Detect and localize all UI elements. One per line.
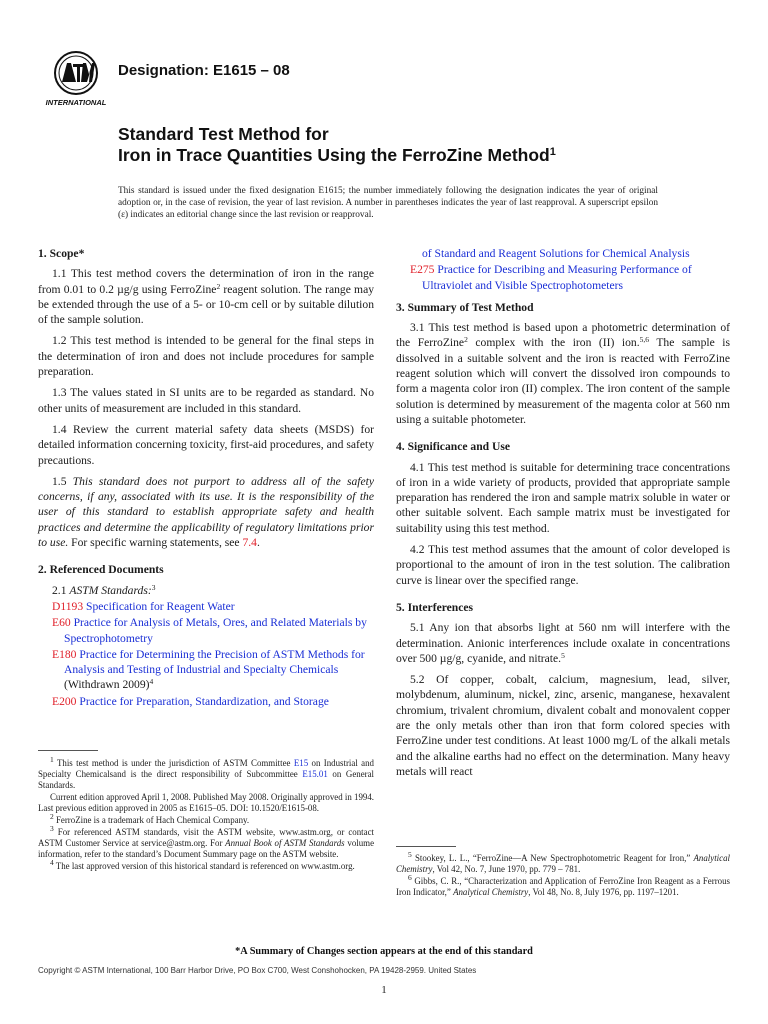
footnote-rule-right [396,846,456,847]
significance-heading: 4. Significance and Use [396,440,511,454]
footnote-ref-3[interactable]: 3 [151,582,156,592]
interferences-heading: 5. Interferences [396,600,474,614]
astm-standards-label: 2.1 ASTM Standards:$^3$ [52,582,156,597]
ref-e200-continued[interactable]: of Standard and Reagent Solutions for Chemical Analysis [422,247,690,260]
summary-3-1: 3.1 This test method is based upon a photometric determination of the FerroZine$^2$ complex with the iron (II) ion.$^{5,6}$ The sample is dissolved in a suitable solvent and the iron is reacted with FerroZine reagent solution which will convert the dissolved iron compounds to form a magenta color iron (II) complex. The iron content of the sample solution is determined by measurement of the magenta color at 560 nm using a suitable photometer. [396,321,731,426]
committee-link-e15[interactable]: E15 [293,758,309,768]
footnotes-right [396,850,730,899]
interferences-5-1: 5.1 Any ion that absorbs light at 560 nm will interfere with the determination. Anionic interferences include oxalate in concentrations over 500 µg/g, cyanide, and nitrate.$^5$ [396,621,730,665]
scope-1-2: 1.2 This test method is intended to be general for the final steps in the determination of iron and does not include procedures for sample preparation. [38,334,374,379]
footnote-1: $^1$ This test method is under the jurisdiction of ASTM Committee E15 on Industrial and Specialty Chemicalsand is the direct responsibility of Subcommittee E15.01 on General Standards. [38,755,375,790]
designation: Designation: E1615 – 08 [118,62,290,79]
left-column [38,246,374,710]
title-line-1: Standard Test Method for [118,124,329,144]
section-link-7-4[interactable]: 7.4 [242,536,257,550]
scope-1-4: 1.4 Review the current material safety data sheets (MSDS) for detailed information concerning toxicity, first-aid procedures, and safety precautions. [38,422,374,467]
footnotes-left [38,755,375,873]
scope-1-3: 1.3 The values stated in SI units are to be regarded as standard. No other units of measurement are included in this standard. [38,386,374,415]
title-footnote-ref[interactable]: 1 [549,146,556,158]
standard-intro: This standard is issued under the fixed designation E1615; the number immediately following the designation indicates the year of original adoption or, in the case of revision, the year of last revision. A number in parentheses indicates the year of last reapproval. A superscript epsilon (ε) indicates an editorial change since the last revision or reapproval. [118,186,658,221]
logo-subtext: INTERNATIONAL [45,98,107,107]
footnote-ref-4[interactable]: 4 [149,677,154,687]
document-title [118,124,678,166]
footnote-rule-left [38,750,98,751]
logo-text: ASTM [74,57,78,58]
footnote-3: $^3$ For referenced ASTM standards, visit the ASTM website, www.astm.org, or contact ASTM Customer Service at service@astm.org. For Annual Book of ASTM Standards volume information, refer to the standard’s Document Summary page on the ASTM website. [38,824,375,859]
scope-1-5: 1.5 This standard does not purport to address all of the safety concerns, if any, associated with its use. It is the responsibility of the user of this standard to establish appropriate safety and health practices and determine the applicability of regulatory limitations prior to use. For specific warning statements, see 7.4. [38,474,374,550]
title-line-2: Iron in Trace Quantities Using the FerroZine Method [118,145,550,165]
significance-4-1: 4.1 This test method is suitable for determining trace concentrations of iron in a wide variety of products, provided that appropriate sample preparation has rendered the iron and sample matrix soluble in water or other suitable solvent. Each sample matrix must be investigated for suitability using this test method. [396,460,730,535]
ref-e60[interactable]: E60 Practice for Analysis of Metals, Ores, and Related Materials by Spectrophotometry [52,616,367,645]
subcommittee-link-e15-01[interactable]: E15.01 [302,769,328,779]
right-column [396,246,730,785]
ref-e275[interactable]: E275 Practice for Describing and Measuring Performance of Ultraviolet and Visible Spectrophotometers [410,263,692,292]
footnote-4: $^4$ The last approved version of this historical standard is referenced on www.astm.org. [50,858,355,871]
footnote-ref-2[interactable]: 2 [216,281,221,291]
summary-of-changes-note: *A Summary of Changes section appears at the end of this standard [235,946,533,957]
interferences-5-2: 5.2 Of copper, cobalt, calcium, magnesium, lead, silver, molybdenum, aluminum, nickel, zinc, arsenic, manganese, hexavalent chromium, trivalent chromium, divalent cobalt and monovalent copper are the only metals other than iron that form colored species with FerroZine under test conditions. At least 1000 mg/L of the alkali metals and the alkaline earths had no effect on the determination. Many heavy metals will react [396,673,730,778]
footnote-6: $^6$ Gibbs, C. R., “Characterization and Application of FerroZine Iron Reagent as a Ferrous Iron Indicator,” Analytical Chemistry, Vol 48, No. 8, July 1976, pp. 1197–1201. [396,873,730,897]
footnote-1-edition: Current edition approved April 1, 2008. Published May 2008. Originally approved in 1994. Last previous edition approved in 2005 as E1615–05. DOI: 10.1520/E1615-08. [38,792,374,813]
ref-e180[interactable]: E180 Practice for Determining the Precision of ASTM Methods for Analysis and Testing of Industrial and Specialty Chemicals (Withdrawn 2009)$^4$ [52,647,365,692]
ref-e200[interactable]: E200 Practice for Preparation, Standardization, and Storage [52,694,329,708]
astm-logo [40,50,112,108]
ref-d1193[interactable]: D1193 Specification for Reagent Water [52,599,235,613]
page-number: 1 [381,984,387,996]
scope-1-1: 1.1 This test method covers the determination of iron in the range from 0.01 to 0.2 µg/g using FerroZine$^2$ reagent solution. The range may be extended through the use of a 5- or 10-cm cell or by suitable dilution of the sample solution. [38,267,375,327]
significance-4-2: 4.2 This test method assumes that the amount of color developed is proportional to the amount of iron in the test solution. The calibration curve is linear over the specified range. [396,543,730,587]
footnote-5: $^5$ Stookey, L. L., “FerroZine—A New Spectrophotometric Reagent for Iron,” Analytical Chemistry, Vol 42, No. 7, June 1970, pp. 779 – 781. [396,850,730,874]
footnote-2: $^2$ FerroZine is a trademark of Hach Chemical Company. [50,812,250,825]
copyright: Copyright © ASTM International, 100 Barr Harbor Drive, PO Box C700, West Conshohocken, PA 19428-2959. United States [38,966,477,975]
references-heading: 2. Referenced Documents [38,563,164,577]
scope-heading: 1. Scope* [38,247,85,260]
summary-method-heading: 3. Summary of Test Method [396,300,534,314]
